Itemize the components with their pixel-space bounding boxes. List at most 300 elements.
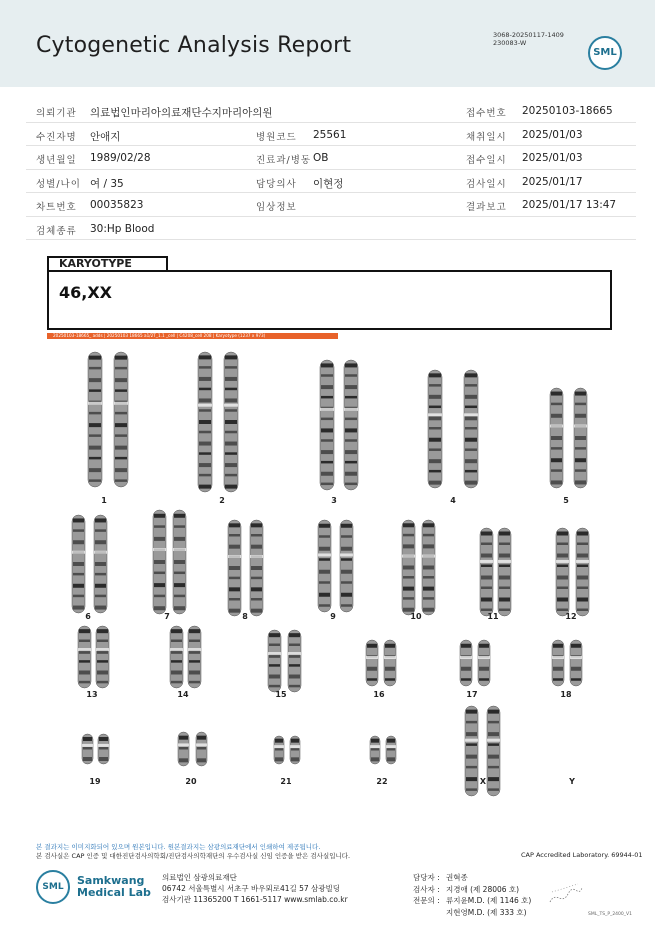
centromere [386, 745, 396, 748]
chromosome-band [321, 396, 333, 399]
chromosome-band [553, 678, 563, 681]
centromere [268, 652, 281, 655]
chromosome-band [423, 534, 434, 537]
chromosome-band [189, 640, 200, 643]
chromosome-band [199, 420, 211, 424]
chromosome-band [321, 374, 333, 377]
centromere [550, 425, 563, 428]
chromosome-band [557, 532, 568, 536]
chromosome-band [479, 644, 489, 648]
chromosome-band [269, 685, 280, 688]
chromosome-band [321, 418, 333, 421]
chromosome-label-21: 21 [280, 777, 292, 786]
chromosome-band [89, 378, 101, 382]
chromosome-band [97, 640, 108, 643]
chromosome-band [199, 388, 211, 391]
chromosome-pair-20 [178, 732, 207, 766]
brand-name: Samkwang Medical Lab [77, 874, 151, 899]
cap-accreditation: CAP Accredited Laboratory. 69944-01 [521, 851, 643, 859]
centromere [402, 555, 415, 558]
chromosome-band [403, 523, 414, 527]
chromosome-band [79, 629, 90, 633]
sml-logo: SML [588, 36, 622, 70]
info-value: 20250103-18665 [522, 105, 613, 117]
chromosome-band [79, 681, 90, 684]
footnote-accreditation: 본 검사실은 CAP 인증 및 대한진단검사의학회/진단검사의학재단의 우수검사실 신임 인증을 받은 검사실입니다. [36, 852, 351, 860]
chromosome-band [251, 534, 262, 537]
chromosome-band [179, 736, 188, 740]
chromosome [498, 528, 511, 616]
chromosome-band [199, 355, 211, 359]
info-label: 검체종류 [36, 225, 77, 237]
centromere [170, 648, 183, 651]
chromosome-band [95, 562, 106, 566]
chromosome-band [89, 389, 101, 392]
chromosome-band [171, 681, 182, 684]
info-value: OB [313, 152, 329, 164]
staff-row [413, 872, 531, 884]
chromosome-band [481, 598, 492, 602]
chromosome-band [199, 366, 211, 369]
chromosome-band [481, 532, 492, 536]
chromosome-band [115, 356, 127, 360]
centromere [487, 739, 500, 742]
chromosome-band [115, 367, 127, 370]
chromosome-band [571, 678, 581, 681]
chromosome-band [289, 644, 300, 647]
chromosome-band [95, 584, 106, 588]
chromosome-band [479, 667, 489, 671]
chromosome-band [275, 757, 283, 761]
karyotype-result-box [47, 270, 612, 330]
chromosome-band [371, 748, 379, 751]
centromere [114, 402, 128, 405]
chromosome-band [423, 576, 434, 579]
chromosome-band [197, 758, 206, 762]
info-label: 채취일시 [466, 131, 507, 143]
chromosome-band [225, 388, 237, 391]
chromosome [78, 626, 91, 688]
info-label: 성별/나이 [36, 178, 81, 190]
chromosome-band [321, 461, 333, 464]
centromere [98, 744, 109, 747]
chromosome-band [225, 409, 237, 412]
info-value: 여 / 35 [90, 177, 124, 190]
chromosome-band [466, 788, 477, 791]
chromosome-band [174, 560, 185, 564]
info-label: 병원코드 [256, 131, 297, 143]
chromosome-band [289, 664, 300, 667]
chromosome-band [73, 518, 84, 522]
chromosome-band [174, 606, 185, 610]
info-label: 담당의사 [256, 178, 297, 190]
chromosome-band [488, 755, 499, 759]
info-value: 의료법인마리아의료재단수지마리아의원 [90, 107, 273, 119]
chromosome-pair-2 [198, 352, 238, 492]
chromosome-band [575, 458, 586, 462]
chromosome-band [154, 606, 165, 610]
chromosome-band [403, 597, 414, 600]
chromosome-band [429, 448, 441, 451]
chromosome-band [179, 747, 188, 750]
staff-name: 지경애 (제 28006 호) [446, 884, 520, 894]
chromosome-band [95, 573, 106, 576]
chromosome-label-8: 8 [242, 612, 248, 621]
chromosome-band [481, 609, 492, 612]
chromosome-band [89, 412, 101, 415]
chromosome-band [251, 545, 262, 549]
chromosome-band [575, 414, 586, 418]
chromosome-pair-16 [366, 640, 396, 686]
chromosome-band [429, 416, 441, 420]
chromosome-band [367, 644, 377, 648]
chromosome-band [79, 671, 90, 675]
info-value: 안애지 [90, 130, 121, 143]
chromosome-band [154, 572, 165, 575]
chromosome-band [466, 743, 477, 746]
chromosome-band [171, 629, 182, 633]
chromosome-band [89, 446, 101, 450]
chromosome-band [199, 398, 211, 402]
chromosome-band [275, 739, 283, 743]
centromere [88, 402, 102, 405]
chromosome-band [403, 566, 414, 570]
chromosome-band [488, 710, 499, 714]
chromosome-band [577, 576, 588, 580]
chromosome-band [321, 439, 333, 442]
centromere [173, 548, 186, 551]
chromosome-band [97, 681, 108, 684]
chromosome-band [73, 540, 84, 544]
chromosome-band [481, 565, 492, 568]
chromosome-band [79, 640, 90, 643]
chromosome [556, 528, 569, 616]
chromosome-band [466, 721, 477, 724]
chromosome-pair-15 [268, 630, 301, 692]
chromosome-label-22: 22 [376, 777, 388, 786]
centromere [288, 652, 301, 655]
chromosome-band [488, 743, 499, 746]
chromosome-band [115, 457, 127, 460]
chromosome-band [251, 523, 262, 527]
chromosome-band [73, 606, 84, 610]
chromosome-band [465, 427, 477, 430]
chromosome-band [345, 472, 357, 476]
chromosome-band [225, 355, 237, 359]
chromosome-band [385, 678, 395, 681]
chromosome-band [229, 587, 240, 591]
chromosome-label-14: 14 [177, 690, 189, 699]
chromosome-band [89, 457, 101, 460]
centromere [188, 648, 201, 651]
chromosome-band [115, 412, 127, 415]
chromosome-band [99, 757, 108, 761]
chromosome-band [83, 747, 92, 750]
chromosome-band [429, 470, 441, 473]
chromosome-band [461, 644, 471, 648]
chromosome-band [199, 474, 211, 477]
chromosome-band [577, 554, 588, 558]
chromosome-band [97, 629, 108, 633]
chromosome-band [345, 385, 357, 389]
chromosome-band [73, 529, 84, 532]
chromosome-band [189, 660, 200, 663]
chromosome-band [466, 766, 477, 769]
chromosome-band [174, 583, 185, 587]
chromosome-band [291, 757, 299, 761]
chromosome-label-19: 19 [89, 777, 101, 786]
centromere [478, 656, 490, 659]
chromosome-band [189, 681, 200, 684]
chromosome-label-4: 4 [450, 496, 456, 505]
chromosome-band [154, 537, 165, 541]
info-label: 접수일시 [466, 155, 507, 166]
chromosome-label-6: 6 [85, 612, 91, 621]
chromosome-band [319, 547, 330, 551]
chromosome-band [465, 373, 477, 377]
chromosome-pair-6 [72, 515, 107, 613]
centromere [290, 745, 300, 748]
chromosome-band [551, 414, 562, 418]
chromosome-band [429, 406, 441, 409]
chromosome-band [341, 581, 352, 584]
chromosome-band [481, 543, 492, 546]
staff-list [413, 872, 531, 918]
chromosome-band [403, 544, 414, 548]
chromosome-band [229, 577, 240, 580]
chromosome-band [269, 633, 280, 637]
chromosome-band [575, 480, 586, 484]
patient-info-table [26, 99, 636, 240]
chromosome-band [429, 459, 441, 463]
chromosome-band [499, 587, 510, 590]
chromosome-band [79, 660, 90, 663]
chromosome [88, 352, 102, 487]
chromosome [288, 630, 301, 692]
centromere [576, 560, 589, 563]
chromosome-band [557, 576, 568, 580]
centromere [460, 656, 472, 659]
staff-row [413, 884, 531, 896]
chromosome-band [95, 595, 106, 598]
chromosome-band [97, 660, 108, 663]
chromosome-band [269, 644, 280, 647]
info-label: 수진자명 [36, 131, 77, 143]
chromosome-band [229, 534, 240, 537]
staff-row [413, 907, 531, 919]
chromosome-band [321, 472, 333, 476]
chromosome-band [341, 570, 352, 574]
centromere [556, 560, 569, 563]
chromosome-band [289, 675, 300, 679]
chromosome-band [225, 420, 237, 424]
chromosome-label-1: 1 [101, 496, 107, 505]
chromosome-band [199, 485, 211, 489]
chromosome-band [577, 587, 588, 590]
chromosome-band [225, 366, 237, 369]
chromosome-pair-7 [153, 510, 186, 614]
karyogram [0, 340, 655, 800]
chromosome-band [73, 584, 84, 588]
chromosome-band [371, 757, 379, 761]
chromosome-band [465, 459, 477, 463]
centromere [78, 648, 91, 651]
chromosome-band [488, 721, 499, 724]
chromosome-band [174, 525, 185, 528]
chromosome-label-y: Y [569, 777, 575, 786]
chromosome-band [115, 423, 127, 427]
chromosome-band [319, 604, 330, 607]
chromosome-band [225, 398, 237, 402]
chromosome-pair-3 [320, 360, 358, 490]
chromosome-band [251, 577, 262, 580]
karyotype-value: 46,XX [59, 283, 113, 302]
chromosome-label-2: 2 [219, 496, 225, 505]
centromere [366, 656, 378, 659]
chromosome-band [179, 758, 188, 762]
chromosome-band [225, 442, 237, 446]
centromere [250, 555, 263, 558]
chromosome-band [557, 598, 568, 602]
chromosome-band [174, 595, 185, 598]
chromosome [344, 360, 358, 490]
info-label: 진료과/병동 [256, 155, 312, 166]
chromosome-band [465, 416, 477, 420]
chromosome-band [551, 458, 562, 462]
chromosome-band [73, 595, 84, 598]
chromosome-band [99, 737, 108, 741]
chromosome-band [345, 374, 357, 377]
info-value: 이현정 [313, 177, 344, 190]
chromosome-band [488, 788, 499, 791]
centromere [344, 408, 358, 411]
info-value: 2025/01/03 [522, 128, 583, 141]
centromere [370, 745, 380, 748]
chromosome-band [154, 514, 165, 518]
chromosome-band [466, 755, 477, 759]
chromosome-band [557, 587, 568, 590]
chromosome-band [575, 392, 586, 396]
chromosome-band [479, 678, 489, 681]
chromosome-band [403, 587, 414, 591]
chromosome-band [423, 587, 434, 591]
chromosome-pair-17 [460, 640, 490, 686]
chromosome-band [345, 483, 357, 486]
chromosome-band [571, 667, 581, 671]
chromosome-band [321, 428, 333, 432]
info-value: 2025/01/17 [522, 175, 583, 188]
chromosome-band [345, 450, 357, 454]
chromosome-band [89, 356, 101, 360]
info-row [26, 170, 636, 194]
centromere [320, 408, 334, 411]
centromere [465, 739, 478, 742]
centromere [72, 551, 85, 554]
footer-address: 의료법인 삼광의료재단 06742 서울특별시 서초구 바우뫼로41길 57 삼광빌딩 검사기관 11365200 T 1661-5117 www.smlab.co.kr [162, 873, 348, 904]
chromosome-band [577, 598, 588, 602]
chromosome-band [291, 739, 299, 743]
chromosome [576, 528, 589, 616]
chromosome-band [154, 525, 165, 528]
chromosome-label-15: 15 [275, 690, 287, 699]
chromosome-band [557, 609, 568, 612]
chromosome-band [553, 667, 563, 671]
chromosome-band [345, 428, 357, 432]
chromosome-band [577, 543, 588, 546]
chromosome-band [387, 739, 395, 743]
chromosome-band [345, 396, 357, 399]
centromere [552, 656, 564, 659]
chromosome-band [83, 737, 92, 741]
chromosome-band [499, 609, 510, 612]
chromosome-band [319, 593, 330, 597]
chromosome-band [577, 565, 588, 568]
chromosome-label-9: 9 [330, 612, 336, 621]
karyogram-image [0, 340, 655, 800]
chromosome-band [345, 461, 357, 464]
chromosome-band [488, 732, 499, 736]
chromosome-band [345, 439, 357, 442]
info-label: 접수번호 [466, 108, 507, 119]
chromosome-pair-11 [480, 528, 511, 616]
chromosome-band [89, 479, 101, 482]
chromosome-label-3: 3 [331, 496, 337, 505]
chromosome-band [199, 431, 211, 434]
chromosome [114, 352, 128, 487]
chromosome-band [429, 384, 441, 387]
info-label: 결과보고 [466, 202, 507, 213]
chromosome-pair-13 [78, 626, 109, 688]
centromere [340, 553, 353, 556]
chromosome-band [269, 664, 280, 667]
chromosome-band [229, 598, 240, 601]
centromere [498, 560, 511, 563]
info-value: 2025/01/03 [522, 152, 583, 164]
chromosome-band [225, 485, 237, 489]
chromosome-band [551, 447, 562, 450]
chromosome-pair-19 [82, 734, 109, 764]
info-label: 차트번호 [36, 202, 77, 213]
chromosome-band [269, 675, 280, 679]
chromosome-band [225, 452, 237, 455]
chromosome-band [229, 566, 240, 570]
chromosome-band [499, 576, 510, 580]
footnote-original: 본 결과지는 이미지화되어 있으며 원본입니다. 원본결과지는 삼광의료재단에서 인쇄하여 제공됩니다. [36, 843, 321, 851]
info-label: 임상정보 [256, 202, 297, 213]
chromosome-band [385, 667, 395, 671]
chromosome-pair-12 [556, 528, 589, 616]
chromosome [188, 626, 201, 688]
chromosome-band [551, 403, 562, 406]
chromosome-band [199, 452, 211, 455]
chromosome-pair-14 [170, 626, 201, 688]
chromosome-band [95, 529, 106, 532]
chromosome-band [345, 363, 357, 367]
chromosome-pair-5 [550, 388, 587, 488]
chromosome-band [95, 518, 106, 522]
chromosome-label-10: 10 [410, 612, 422, 621]
chromosome-band [225, 377, 237, 381]
chromosome-band [341, 547, 352, 551]
centromere [384, 656, 396, 659]
chromosome-band [171, 671, 182, 675]
chromosome-band [229, 523, 240, 527]
staff-name: 권혁종 [446, 873, 468, 882]
footer-logo: SML [36, 870, 70, 904]
signature-mark [548, 880, 584, 910]
chromosome-band [199, 442, 211, 446]
info-label: 생년월일 [36, 155, 77, 166]
